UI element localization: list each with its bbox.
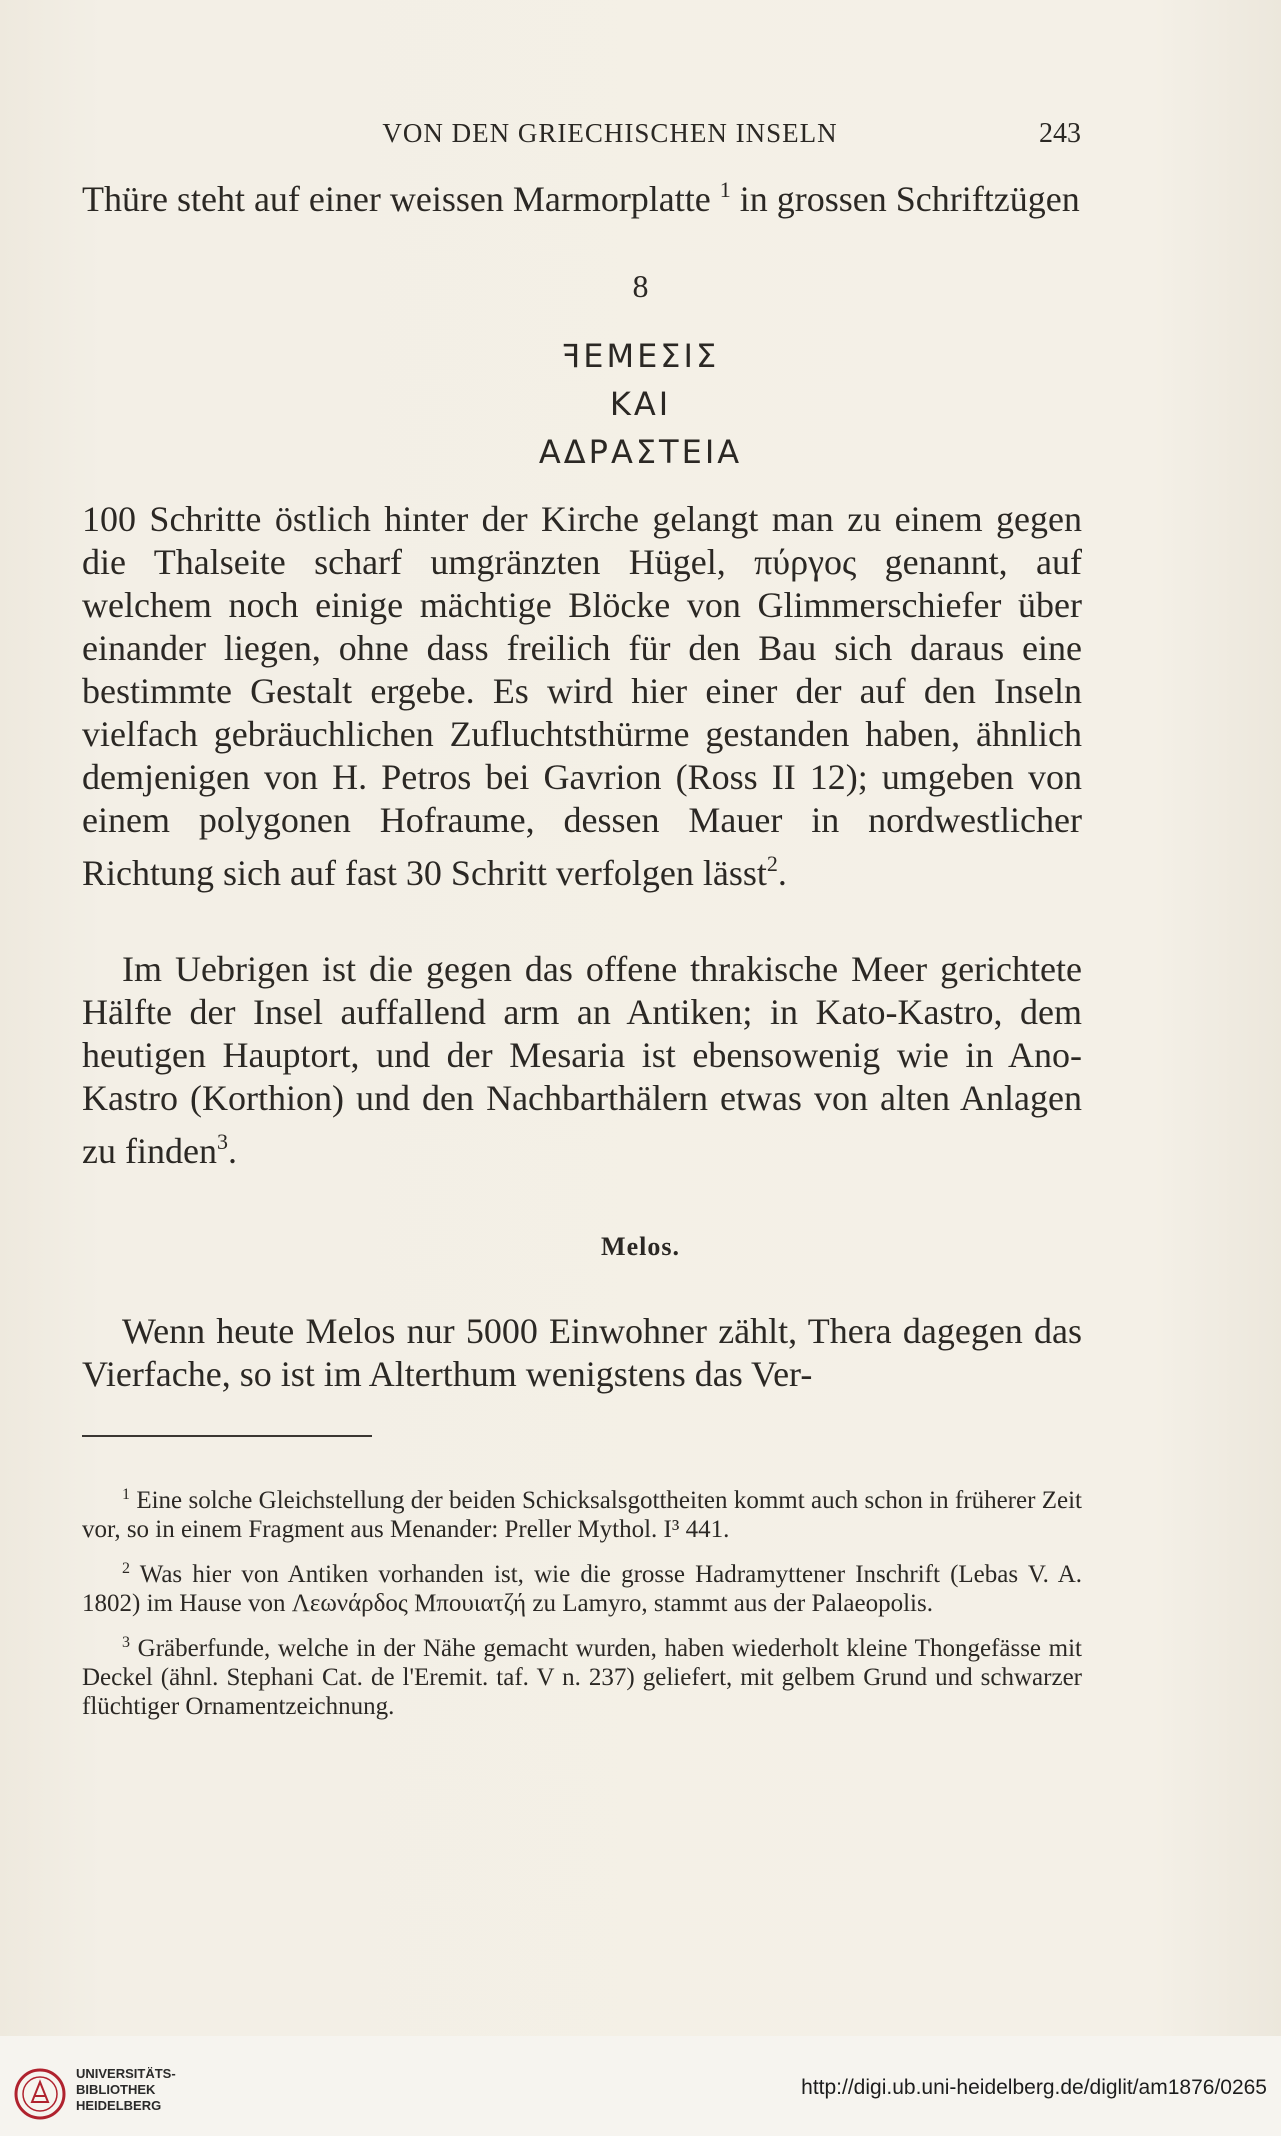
institution-line-2: BIBLIOTHEK: [76, 2082, 156, 2097]
university-seal-icon: [14, 2068, 66, 2120]
footnote-3: [82, 1628, 1082, 1721]
institution-line-3: HEIDELBERG: [76, 2098, 162, 2113]
inscription-line-2: ΚΑΙ: [609, 385, 672, 423]
continuation-text-after: in grossen Schriftzügen: [739, 179, 1080, 219]
institution-line-1: UNIVERSITÄTS-: [76, 2066, 176, 2081]
inscription-number: 8: [632, 268, 649, 304]
paragraph-2-end: .: [227, 1131, 237, 1171]
section-title: Melos.: [601, 1232, 680, 1261]
inscription-line-3: ΑΔΡΑΣΤΕΙΑ: [538, 433, 743, 471]
source-url-link[interactable]: http://digi.ub.uni-heidelberg.de/diglit/am1876/0265: [801, 2076, 1267, 2099]
paragraph-3-text: Wenn heute Melos nur 5000 Einwohner zählt, Thera dagegen das Vierfache, so ist im Alterthum wenigstens das Ver-: [82, 1311, 1082, 1394]
paragraph-1-text: 100 Schritte östlich hinter der Kirche gelangt man zu einem gegen die Thalseite scharf umgränzten Hügel, πύργος genannt, auf welchem noch einige mächtige Blöcke von Glimmerschiefer über einander liegen, ohne dass freilich für den Bau sich daraus eine bestimmte Gestalt ergebe. Es wird hier einer der auf den Inseln vielfach gebräuchlichen Zufluchtsthürme gestanden haben, ähnlich demjenigen von H. Petros bei Gavrion (Ross II 12); umgeben von einem polygonen Hofraume, dessen Mauer in nordwestlicher Richtung sich auf fast 30 Schritt verfolgen lässt: [82, 499, 1082, 893]
footnote-2-text: Was hier von Antiken vorhanden ist, wie die grosse Hadramyttener Inschrift (Lebas V. A. 1802) im Hause von Λεωνάρδος Μπουιατζή zu Lamyro, stammt aus der Palaeopolis.: [82, 1561, 1083, 1617]
paragraph-2: [82, 948, 1082, 1173]
footnote-ref-2[interactable]: 2: [766, 851, 778, 876]
footnote-1-text: Eine solche Gleichstellung der beiden Schicksalsgottheiten kommt auch schon in früherer Zeit vor, so in einem Fragment aus Menander: Preller Mythol. I³ 441.: [82, 1487, 1082, 1543]
paragraph-3: [82, 1310, 1082, 1396]
footnote-3-text: Gräberfunde, welche in der Nähe gemacht wurden, haben wiederholt kleine Thongefässe mit Deckel (ähnl. Stephani Cat. de l'Eremit. taf. V n. 237) geliefert, mit gelbem Grund und schwarzer flüchtiger Ornamentzeichnung.: [82, 1635, 1083, 1720]
continuation-text: [82, 168, 1082, 221]
footnote-1: [82, 1480, 1082, 1544]
paragraph-1: [82, 498, 1082, 895]
footnote-3-mark: 3: [122, 1634, 130, 1651]
footnotes: [82, 1480, 1082, 1731]
footnote-2-mark: 2: [122, 1560, 130, 1577]
footnote-1-mark: 1: [122, 1486, 130, 1503]
paragraph-2-text: Im Uebrigen ist die gegen das offene thrakische Meer gerichtete Hälfte der Insel auffallend arm an Antiken; in Kato-Kastro, dem heutigen Hauptort, und der Mesaria ist ebensowenig wie in Ano-Kastro (Korthion) und den Nachbarthälern etwas von alten Anlagen zu finden: [82, 949, 1082, 1171]
footnote-2: [82, 1554, 1082, 1618]
footnote-divider: [82, 1435, 372, 1437]
paragraph-1-end: .: [777, 853, 787, 893]
footnote-ref-1[interactable]: 1: [719, 177, 731, 202]
page-number: 243: [1039, 118, 1081, 149]
institution-name: [76, 2066, 176, 2114]
continuation-text-before: Thüre steht auf einer weissen Marmorplatte: [82, 179, 711, 219]
footer-bar: [0, 2036, 1281, 2136]
running-head: VON DEN GRIECHISCHEN INSELN: [382, 118, 838, 148]
footnote-ref-3[interactable]: 3: [216, 1129, 228, 1154]
inscription-line-1: ꟻΕΜΕΣΙΣ: [561, 337, 720, 375]
